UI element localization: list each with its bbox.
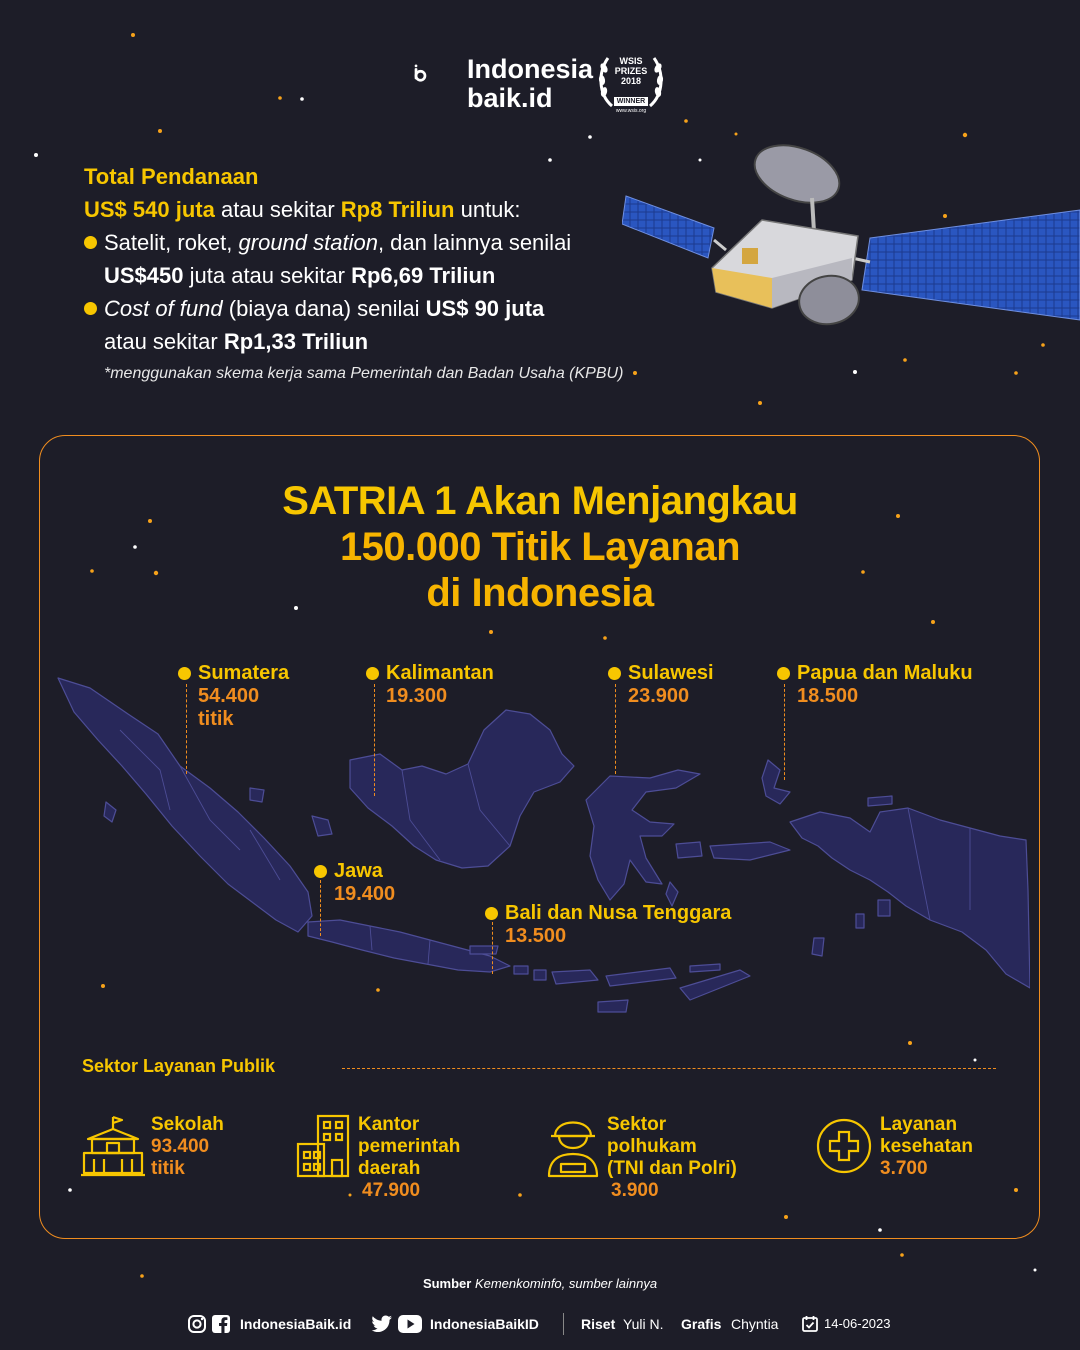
map-biak: [868, 796, 892, 806]
youtube-icon[interactable]: [398, 1315, 422, 1333]
funding-item1-text-b: ground station: [238, 230, 378, 255]
funding-item2-connector: atau sekitar: [104, 329, 224, 354]
sector-office: [358, 1114, 460, 1202]
sector-office-line2: pemerintah: [358, 1136, 461, 1157]
region-sumatera: [178, 662, 289, 731]
map-kalimantan: [350, 710, 574, 868]
map-kei: [856, 914, 864, 928]
region-jawa-name: Jawa: [314, 860, 395, 883]
funding-total-usd: US$ 540 juta: [84, 197, 215, 222]
footer-bar: [0, 1310, 1080, 1340]
footer-handle-social[interactable]: IndonesiaBaikID: [430, 1316, 539, 1332]
funding-section: [84, 160, 644, 390]
region-papua-maluku-name: Papua dan Maluku: [777, 662, 973, 685]
school-icon: [80, 1115, 146, 1177]
footer-riset-name: Yuli N.: [623, 1316, 664, 1332]
region-jawa-value: 19.400: [334, 883, 396, 905]
funding-item2-rp: Rp1,33 Triliun: [223, 329, 369, 354]
region-kalimantan: [366, 662, 494, 708]
funding-item1-connector: juta atau sekitar: [183, 263, 352, 288]
region-jawa: [314, 860, 395, 906]
source-text: Kemenkominfo, sumber lainnya: [471, 1276, 658, 1291]
map-papua: [790, 808, 1030, 988]
coverage-title: [90, 478, 990, 616]
region-sulawesi: [608, 662, 714, 708]
map-timor: [680, 970, 750, 1000]
wsis-award-badge: [596, 50, 666, 116]
map-sumba: [598, 1000, 628, 1012]
coverage-title-line3: di Indonesia: [426, 571, 654, 615]
source-label: Sumber: [422, 1276, 472, 1291]
satellite-illustration: [622, 140, 1080, 340]
sector-school-value: 93.400: [151, 1136, 210, 1157]
sector-polhukam-value: 3.900: [611, 1180, 659, 1201]
sector-polhukam-line2: polhukam: [607, 1136, 697, 1157]
footer-grafis-label: Grafis: [681, 1316, 722, 1332]
source-credit: [0, 1276, 1080, 1291]
footer-date: 14-06-2023: [824, 1316, 891, 1331]
sector-health-value: 3.700: [880, 1158, 928, 1179]
funding-total: [84, 193, 644, 226]
funding-note: *menggunakan skema kerja sama Pemerintah dan Badan Usaha (KPBU): [104, 365, 624, 382]
funding-item1-rp: Rp6,69 Triliun: [351, 263, 496, 288]
region-sumatera-value: 54.400: [198, 685, 260, 707]
sector-health-line1: Layanan: [880, 1114, 958, 1135]
funding-item1-usd: US$450: [104, 263, 184, 288]
funding-list: [84, 226, 644, 358]
map-buru: [676, 842, 702, 858]
footer-grafis-name: Chyntia: [731, 1316, 779, 1332]
sector-health: [880, 1114, 973, 1180]
coverage-title-line2: 150.000 Titik Layanan: [339, 525, 741, 569]
sector-school-unit: titik: [151, 1158, 185, 1179]
funding-item2-usd: US$ 90 juta: [425, 296, 545, 321]
map-riau: [250, 788, 264, 802]
sector-title: Sektor Layanan Publik: [82, 1056, 276, 1076]
soldier-icon: [545, 1112, 601, 1178]
map-flores: [606, 968, 676, 986]
map-tanimbar: [812, 938, 824, 956]
award-line3: 2018: [620, 76, 642, 86]
map-sumbawa: [552, 970, 598, 984]
office-building-icon: [296, 1114, 352, 1178]
map-lombok: [534, 970, 546, 980]
instagram-icon[interactable]: [187, 1314, 207, 1334]
health-cross-icon: [815, 1117, 873, 1175]
region-bali-nt-value: 13.500: [505, 925, 567, 947]
funding-item1-text-a: Satelit, roket,: [104, 230, 239, 255]
funding-item-satellite: [84, 226, 644, 292]
facebook-icon[interactable]: [211, 1314, 231, 1334]
sector-polhukam-line3: (TNI dan Polri): [607, 1158, 737, 1179]
sector-divider: [342, 1068, 996, 1069]
region-kalimantan-name: Kalimantan: [366, 662, 494, 685]
funding-total-suffix: untuk:: [454, 197, 521, 222]
footer-riset-label: Riset: [581, 1316, 616, 1332]
region-sumatera-name: Sumatera: [178, 662, 289, 685]
funding-item1-text-c: , dan lainnya senilai: [377, 230, 572, 255]
sector-polhukam-line1: Sektor: [607, 1114, 667, 1135]
funding-item2-text-b: (biaya dana) senilai: [222, 296, 426, 321]
funding-title: Total Pendanaan: [84, 164, 259, 189]
map-seram: [710, 842, 790, 860]
footer-handle-web[interactable]: IndonesiaBaik.id: [240, 1316, 352, 1332]
sector-office-line1: Kantor: [358, 1114, 420, 1135]
sector-office-value: 47.900: [362, 1180, 421, 1201]
funding-total-connector: atau sekitar: [214, 197, 341, 222]
award-line2: PRIZES: [614, 66, 648, 76]
funding-item2-text-a: Cost of fund: [104, 296, 223, 321]
brand-name-line2: baik.id: [467, 83, 553, 113]
region-sumatera-unit: titik: [198, 708, 234, 730]
sector-office-line3: daerah: [358, 1158, 421, 1179]
funding-item-cost-of-fund: [84, 292, 644, 358]
region-papua-maluku: [777, 662, 973, 708]
region-kalimantan-value: 19.300: [386, 685, 448, 707]
map-aru: [878, 900, 890, 916]
sector-polhukam: [607, 1114, 737, 1202]
region-papua-maluku-value: 18.500: [797, 685, 859, 707]
award-line5: www.wsis.org: [615, 108, 647, 114]
sector-school-label: Sekolah: [151, 1114, 224, 1135]
coverage-title-line1: SATRIA 1 Akan Menjangkau: [282, 479, 798, 523]
sector-school: [151, 1114, 224, 1180]
map-sulawesi: [586, 770, 700, 900]
region-bali-nt-name: Bali dan Nusa Tenggara: [485, 902, 731, 925]
funding-total-rp: Rp8 Triliun: [340, 197, 455, 222]
map-alor: [690, 964, 720, 972]
map-halmahera: [762, 760, 790, 804]
award-line4: WINNER: [616, 98, 646, 105]
brand-name: [467, 55, 593, 113]
sector-health-line2: kesehatan: [880, 1136, 973, 1157]
calendar-check-icon: [802, 1315, 818, 1332]
region-sulawesi-value: 23.900: [628, 685, 690, 707]
indonesiabaik-logo: [414, 36, 470, 111]
region-sulawesi-name: Sulawesi: [608, 662, 714, 685]
twitter-icon[interactable]: [371, 1315, 393, 1333]
map-nias: [104, 802, 116, 822]
footer-divider: [563, 1313, 564, 1335]
map-bangka: [312, 816, 332, 836]
brand-name-line1: Indonesia: [467, 54, 594, 84]
map-bali: [514, 966, 528, 974]
region-bali-nusa-tenggara: [485, 902, 731, 948]
award-line1: WSIS: [619, 56, 643, 66]
